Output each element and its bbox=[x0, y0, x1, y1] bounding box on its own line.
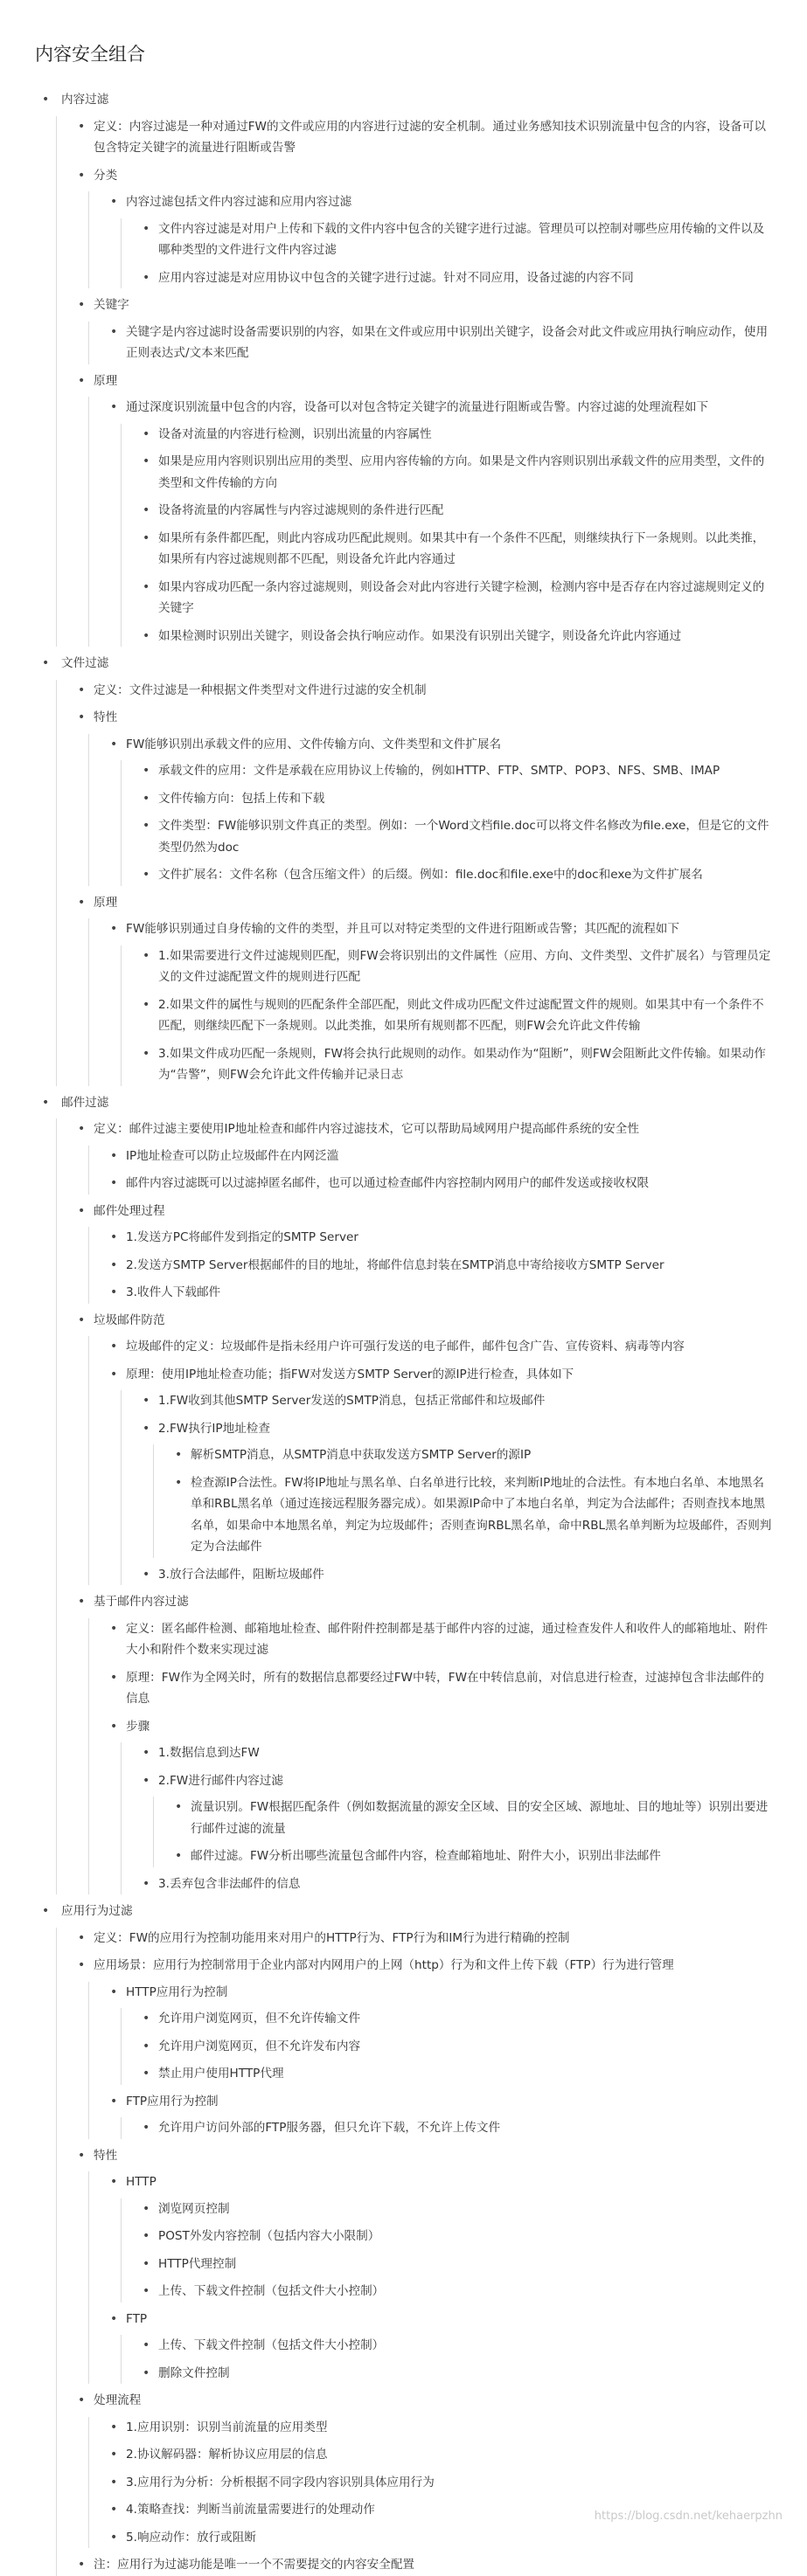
outline-item bbox=[107, 191, 776, 288]
item-text: • 2.协议解码器：解析协议应用层的信息 bbox=[126, 2448, 328, 2462]
outline-item bbox=[139, 945, 776, 988]
outline-item bbox=[139, 2199, 776, 2220]
item-text: • 定义：内容过滤是一种对通过FW的文件或应用的内容进行过滤的安全机制。通过业务感知技术识别流量中包含的内容，设备可以包含特定关键字的流量进行阻断或告警 bbox=[94, 119, 766, 155]
item-text: • 允许用户浏览网页，但不允许发布内容 bbox=[158, 2039, 361, 2053]
outline-item bbox=[74, 680, 776, 702]
outline-item bbox=[139, 2063, 776, 2085]
outline-item bbox=[74, 370, 776, 647]
outline-item bbox=[74, 2390, 776, 2548]
item-text: • 文件传输方向：包括上传和下载 bbox=[158, 791, 325, 806]
outline-item bbox=[139, 2226, 776, 2247]
item-text: • 2.发送方SMTP Server根据邮件的目的地址，将邮件信息封装在SMTP消息中寄给接收方SMTP Server bbox=[126, 1257, 664, 1272]
outline-sublist bbox=[88, 2417, 776, 2549]
item-text: • 邮件内容过滤既可以过滤掉匿名邮件，也可以通过检查邮件内容控制内网用户的邮件发送或接收权限 bbox=[126, 1176, 650, 1190]
section-label: • 应用行为过滤 bbox=[61, 1904, 133, 1918]
outline-item bbox=[74, 116, 776, 159]
outline-item bbox=[74, 892, 776, 1086]
outline-item bbox=[107, 2444, 776, 2466]
item-text: • FTP应用行为控制 bbox=[126, 2094, 219, 2109]
outline-sublist bbox=[88, 1227, 776, 1304]
item-text: • 设备对流量的内容进行检测，识别出流量的内容属性 bbox=[158, 426, 432, 441]
outline-item bbox=[139, 424, 776, 446]
outline-item bbox=[139, 2363, 776, 2385]
item-text: • 如果所有条件都匹配，则此内容成功匹配此规则。如果其中有一个条件不匹配，则继续执行下一条规则。以此类推，如果所有内容过滤规则都不匹配，则设备允许此内容通过 bbox=[158, 530, 765, 566]
item-text: • 设备将流量的内容属性与内容过滤规则的条件进行匹配 bbox=[158, 503, 444, 517]
outline-item bbox=[74, 2554, 776, 2576]
item-text: • 文件内容过滤是对用户上传和下载的文件内容中包含的关键字进行过滤。管理员可以控制对哪些应用传输的文件以及哪种类型的文件进行文件内容过滤 bbox=[158, 221, 765, 257]
item-text: • 3.丢弃包含非法邮件的信息 bbox=[158, 1876, 301, 1891]
item-text: • 关键字 bbox=[94, 298, 129, 312]
item-text: • 定义：匿名邮件检测、邮箱地址检查、邮件附件控制都是基于邮件内容的过滤，通过检查发件人和收件人的邮箱地址、附件大小和附件个数来实现过滤 bbox=[126, 1621, 769, 1657]
item-text: • FW能够识别通过自身传输的文件的类型，并且可以对特定类型的文件进行阻断或告警；其匹配的流程如下 bbox=[126, 922, 679, 936]
outline-section bbox=[35, 1901, 776, 2576]
item-text: • 原理：使用IP地址检查功能；指FW对发送方SMTP Server的源IP进行检查，具体如下 bbox=[126, 1367, 574, 1381]
outline-sublist bbox=[121, 2335, 776, 2384]
outline-item bbox=[107, 1173, 776, 1195]
item-text: • 承载文件的应用：文件是承载在应用协议上传输的，例如HTTP、FTP、SMTP、POP3、NFS、SMB、IMAP bbox=[158, 764, 720, 778]
item-text: • 流量识别。FW根据匹配条件（例如数据流量的源安全区域、目的安全区域、源地址、目的地址等）识别出要进行邮件过滤的流量 bbox=[191, 1800, 769, 1836]
outline-item bbox=[139, 1742, 776, 1764]
outline-item bbox=[107, 2091, 776, 2139]
item-text: • 3.收件人下载邮件 bbox=[126, 1285, 221, 1299]
outline-item bbox=[139, 1873, 776, 1895]
outline-sublist bbox=[121, 2117, 776, 2139]
item-text: • 3.应用行为分析：分析根据不同字段内容识别具体应用行为 bbox=[126, 2475, 435, 2489]
item-text: • 上传、下载文件控制（包括文件大小控制） bbox=[158, 2284, 385, 2298]
item-text: • 基于邮件内容过滤 bbox=[94, 1595, 189, 1609]
outline-item bbox=[107, 322, 776, 364]
outline-sublist bbox=[88, 1336, 776, 1585]
outline-sublist bbox=[56, 680, 776, 1086]
outline-item bbox=[107, 2171, 776, 2302]
outline-sublist bbox=[153, 1797, 776, 1867]
outline-item bbox=[107, 918, 776, 1086]
item-text: • 垃圾邮件的定义：垃圾邮件是指未经用户许可强行发送的电子邮件，邮件包含广告、宣传资料、病毒等内容 bbox=[126, 1340, 685, 1354]
item-text: • 检查源IP合法性。FW将IP地址与黑名单、白名单进行比较，来判断IP地址的合法性。有本地白名单、本地黑名单和RBL黑名单（通过连接远程服务器完成）。如果源IP命中了本地白名单，判定为合法邮件；否则查找本地黑名单，如果命中本地黑名单，判定为垃圾邮件；否则查询RBL黑名单，命中RBL黑名单判断为垃圾邮件，否则判定为合法邮件 bbox=[191, 1475, 772, 1554]
item-text: • 4.策略查找：判断当前流量需要进行的处理动作 bbox=[126, 2503, 375, 2517]
outline-section bbox=[35, 1092, 776, 1895]
item-text: • 邮件处理过程 bbox=[94, 1203, 165, 1218]
item-text: • 特性 bbox=[94, 2148, 118, 2163]
section-label: • 邮件过滤 bbox=[61, 1095, 109, 1110]
outline-item bbox=[107, 1146, 776, 1167]
outline-item bbox=[139, 1390, 776, 1412]
outline-item bbox=[139, 1770, 776, 1867]
item-text: • 文件类型：FW能够识别文件真正的类型。例如：一个Word文档file.doc可以将文件名修改为file.exe，但是它的文件类型仍然为doc bbox=[158, 819, 769, 855]
outline-sublist bbox=[56, 1928, 776, 2576]
item-text: • POST外发内容控制（包括内容大小限制） bbox=[158, 2229, 380, 2243]
outline-item bbox=[107, 1336, 776, 1358]
outline-item bbox=[107, 1982, 776, 2085]
item-text: • 2.FW执行IP地址检查 bbox=[158, 1421, 270, 1436]
outline-item bbox=[139, 994, 776, 1037]
item-text: • 1.数据信息到达FW bbox=[158, 1746, 260, 1760]
outline-item bbox=[107, 1716, 776, 1895]
outline-item bbox=[139, 2008, 776, 2030]
item-text: • 定义：邮件过滤主要使用IP地址检查和邮件内容过滤技术，它可以帮助局域网用户提高邮件系统的安全性 bbox=[94, 1122, 639, 1136]
item-text: • 禁止用户使用HTTP代理 bbox=[158, 2067, 284, 2081]
item-text: • 垃圾邮件防范 bbox=[94, 1312, 165, 1327]
item-text: • 内容过滤包括文件内容过滤和应用内容过滤 bbox=[126, 195, 352, 209]
item-text: • HTTP bbox=[126, 2175, 157, 2189]
outline-item bbox=[74, 1310, 776, 1586]
outline-sublist bbox=[121, 424, 776, 647]
outline-item bbox=[139, 577, 776, 620]
item-text: • 上传、下载文件控制（包括文件大小控制） bbox=[158, 2338, 385, 2352]
outline-item bbox=[139, 788, 776, 810]
section-label: • 内容过滤 bbox=[61, 93, 109, 107]
outline-item bbox=[107, 2472, 776, 2494]
outline-sublist bbox=[121, 760, 776, 886]
item-text: • 2.如果文件的属性与规则的匹配条件全部匹配，则此文件成功匹配文件过滤配置文件的规则。如果其中有一个条件不匹配，则继续匹配下一条规则。以此类推，如果所有规则都不匹配，则FW会允许此文件传输 bbox=[158, 997, 764, 1033]
outline-item bbox=[139, 2117, 776, 2139]
outline-sublist bbox=[88, 322, 776, 364]
outline-sublist bbox=[121, 1390, 776, 1585]
item-text: • 关键字是内容过滤时设备需要识别的内容，如果在文件或应用中识别出关键字，设备会对此文件或应用执行响应动作，使用正则表达式/文本来匹配 bbox=[126, 324, 769, 360]
outline-sublist bbox=[88, 1618, 776, 1895]
outline-item bbox=[74, 1201, 776, 1304]
item-text: • 浏览网页控制 bbox=[158, 2201, 230, 2216]
outline-item bbox=[139, 528, 776, 571]
outline-item bbox=[74, 165, 776, 289]
outline-item bbox=[139, 2036, 776, 2058]
outline-sublist bbox=[153, 1444, 776, 1558]
item-text: • 1.应用识别：识别当前流量的应用类型 bbox=[126, 2420, 328, 2434]
outline-item bbox=[107, 1255, 776, 1277]
item-text: • 3.放行合法邮件，阻断垃圾邮件 bbox=[158, 1567, 324, 1582]
outline-sublist bbox=[121, 1742, 776, 1894]
outline-item bbox=[74, 294, 776, 364]
outline-item bbox=[107, 1667, 776, 1710]
outline-item bbox=[107, 397, 776, 647]
outline-item bbox=[139, 2281, 776, 2302]
item-text: • 原理 bbox=[94, 895, 118, 910]
outline-item bbox=[139, 626, 776, 647]
item-text: • 邮件过滤。FW分析出哪些流量包含邮件内容，检查邮箱地址、附件大小，识别出非法邮件 bbox=[191, 1849, 661, 1863]
watermark: https://blog.csdn.net/kehaerpzhn bbox=[594, 2510, 783, 2523]
outline-item bbox=[74, 1118, 776, 1195]
outline-sublist bbox=[121, 945, 776, 1086]
outline-item bbox=[139, 451, 776, 494]
outline-sublist bbox=[121, 2008, 776, 2085]
item-text: • 应用内容过滤是对应用协议中包含的关键字进行过滤。针对不同应用，设备过滤的内容不同 bbox=[158, 270, 634, 285]
outline-item bbox=[171, 1797, 776, 1839]
outline-item bbox=[107, 1618, 776, 1661]
outline-root-list bbox=[35, 89, 776, 2576]
item-text: • 解析SMTP消息，从SMTP消息中获取发送方SMTP Server的源IP bbox=[191, 1448, 532, 1462]
outline-item bbox=[139, 760, 776, 782]
outline-sublist bbox=[88, 2171, 776, 2384]
item-text: • 1.如果需要进行文件过滤规则匹配，则FW会将识别出的文件属性（应用、方向、文件类型、文件扩展名）与管理员定义的文件过滤配置文件的规则进行匹配 bbox=[158, 948, 771, 984]
outline-sublist bbox=[88, 1146, 776, 1195]
outline-item bbox=[139, 815, 776, 858]
item-text: • 2.FW进行邮件内容过滤 bbox=[158, 1773, 283, 1788]
item-text: • FTP bbox=[126, 2311, 148, 2326]
outline-item bbox=[74, 707, 776, 886]
item-text: • 1.发送方PC将邮件发到指定的SMTP Server bbox=[126, 1230, 358, 1244]
item-text: • 允许用户浏览网页，但不允许传输文件 bbox=[158, 2012, 361, 2025]
item-text: • 应用场景：应用行为控制常用于企业内部对内网用户的上网（http）行为和文件上传下载（FTP）行为进行管理 bbox=[94, 1958, 674, 1972]
outline-item bbox=[74, 1928, 776, 1949]
item-text: • 如果内容成功匹配一条内容过滤规则，则设备会对此内容进行关键字检测，检测内容中是否存在内容过滤规则定义的关键字 bbox=[158, 579, 765, 615]
item-text: • 3.如果文件成功匹配一条规则，FW将会执行此规则的动作。如果动作为“阻断”，则FW会阻断此文件传输。如果动作为“告警”，则FW会允许此文件传输并记录日志 bbox=[158, 1046, 766, 1082]
item-text: • 1.FW收到其他SMTP Server发送的SMTP消息，包括正常邮件和垃圾邮件 bbox=[158, 1394, 546, 1408]
outline-item bbox=[139, 267, 776, 289]
outline-sublist bbox=[88, 397, 776, 647]
outline-sublist bbox=[88, 734, 776, 886]
item-text: • 特性 bbox=[94, 710, 118, 724]
outline-sublist bbox=[88, 918, 776, 1086]
item-text: • 如果是应用内容则识别出应用的类型、应用内容传输的方向。如果是文件内容则识别出承载文件的应用类型，文件的类型和文件传输的方向 bbox=[158, 454, 765, 490]
outline-sublist bbox=[56, 116, 776, 647]
outline-item bbox=[139, 2254, 776, 2275]
outline-item bbox=[107, 2527, 776, 2549]
outline-sublist bbox=[56, 1118, 776, 1894]
item-text: • 删除文件控制 bbox=[158, 2365, 230, 2380]
item-text: • 5.响应动作：放行或阻断 bbox=[126, 2530, 256, 2545]
outline-item bbox=[139, 218, 776, 261]
item-text: • 处理流程 bbox=[94, 2393, 142, 2407]
outline-sublist bbox=[88, 191, 776, 288]
item-text: • HTTP应用行为控制 bbox=[126, 1984, 228, 1999]
outline-item bbox=[74, 1955, 776, 2139]
outline-item bbox=[107, 2417, 776, 2439]
item-text: • 通过深度识别流量中包含的内容，设备可以对包含特定关键字的流量进行阻断或告警。内容过滤的处理流程如下 bbox=[126, 400, 709, 414]
item-text: • 注：应用行为过滤功能是唯一一个不需要提交的内容安全配置 bbox=[94, 2558, 415, 2572]
item-text: • HTTP代理控制 bbox=[158, 2256, 237, 2271]
section-label: • 文件过滤 bbox=[61, 656, 109, 670]
outline-item bbox=[107, 2309, 776, 2385]
outline-item bbox=[107, 734, 776, 886]
item-text: • 如果检测时识别出关键字，则设备会执行响应动作。如果没有识别出关键字，则设备允许此内容通过 bbox=[158, 628, 682, 643]
item-text: • 定义：文件过滤是一种根据文件类型对文件进行过滤的安全机制 bbox=[94, 682, 427, 697]
item-text: • 原理 bbox=[94, 373, 118, 388]
outline-item bbox=[171, 1444, 776, 1466]
outline-item bbox=[107, 1227, 776, 1249]
item-text: • 分类 bbox=[94, 168, 118, 183]
item-text: • FW能够识别出承载文件的应用、文件传输方向、文件类型和文件扩展名 bbox=[126, 737, 502, 751]
outline-item bbox=[74, 2145, 776, 2385]
outline-item bbox=[107, 1364, 776, 1586]
item-text: • 允许用户访问外部的FTP服务器，但只允许下载，不允许上传文件 bbox=[158, 2121, 501, 2135]
outline-item bbox=[139, 1564, 776, 1586]
outline-item bbox=[171, 1472, 776, 1558]
outline-sublist bbox=[121, 218, 776, 289]
outline-item bbox=[74, 1591, 776, 1894]
outline-item bbox=[139, 2335, 776, 2357]
outline-item bbox=[139, 500, 776, 522]
outline-section bbox=[35, 653, 776, 1086]
outline-item bbox=[107, 1282, 776, 1304]
outline-sublist bbox=[88, 1982, 776, 2139]
item-text: • 步骤 bbox=[126, 1719, 150, 1734]
item-text: • IP地址检查可以防止垃圾邮件在内网泛滥 bbox=[126, 1148, 339, 1163]
item-text: • 文件扩展名：文件名称（包含压缩文件）的后缀。例如：file.doc和file.exe中的doc和exe为文件扩展名 bbox=[158, 868, 703, 882]
outline-sublist bbox=[121, 2199, 776, 2302]
outline-section bbox=[35, 89, 776, 647]
outline-item bbox=[171, 1845, 776, 1867]
item-text: • 原理：FW作为全网关时，所有的数据信息都要经过FW中转，FW在中转信息前，对信息进行检查，过滤掉包含非法邮件的信息 bbox=[126, 1670, 764, 1706]
page-title: 内容安全组合 bbox=[35, 44, 145, 65]
outline-item bbox=[139, 864, 776, 886]
outline-item bbox=[139, 1418, 776, 1558]
item-text: • 定义：FW的应用行为控制功能用来对用户的HTTP行为、FTP行为和IM行为进行精确的控制 bbox=[94, 1930, 570, 1945]
outline-item bbox=[139, 1043, 776, 1086]
